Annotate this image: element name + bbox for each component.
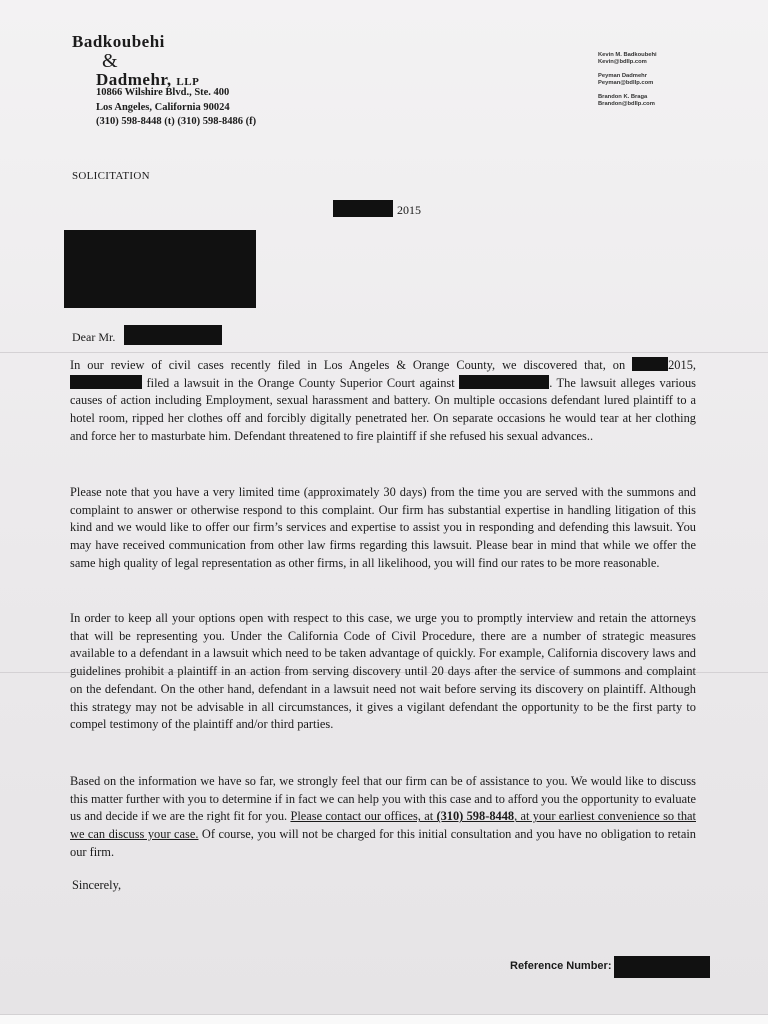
contact-request-text: Please contact our offices, at	[290, 809, 437, 824]
firm-llp: LLP	[176, 76, 200, 88]
attorney-contacts	[598, 52, 657, 115]
address-line-2: Los Angeles, California 90024	[96, 101, 230, 113]
contact-request-text: , at your earliest convenience so that we can discuss your case.	[70, 809, 696, 842]
solicitation-label: SOLICITATION	[72, 170, 150, 182]
contact-entry	[598, 94, 657, 108]
closing-sincerely: Sincerely,	[72, 878, 122, 892]
salutation	[72, 330, 115, 345]
paper-fold-line	[0, 352, 768, 353]
redacted-filing-date	[632, 357, 668, 371]
redacted-date	[333, 200, 393, 217]
paragraph-text: 2015,	[668, 358, 696, 372]
redacted-recipient-address	[64, 230, 256, 308]
contact-email: Kevin@bdllp.com	[598, 59, 647, 65]
firm-name-line1: Badkoubehi	[72, 32, 165, 51]
contact-name: Kevin M. Badkoubehi	[598, 52, 657, 58]
firm-name-line2: Dadmehr, LLP	[96, 70, 200, 89]
salutation-text: Dear Mr.	[72, 330, 116, 344]
paragraph-text: Of course, you will not be charged for this initial consultation and you have no obligation to retain our firm.	[70, 827, 696, 859]
body-paragraph-3: In order to keep all your options open with respect to this case, we urge you to promptly interview and retain the attorneys that will be representing you. Under the California Code of Civil Procedure, there are a number of strategic measures available to a defendant in a lawsuit which need to be taken advantage of quickly. For example, California discovery laws and guidelines prohibit a plaintiff in an action from serving discovery until 20 days after the service of summons and complaint on the defendant. On the other hand, defendant in a lawsuit need not wait before serving its discovery on plaintiff. Although this strategy may not be advisable in all circumstances, it gives a vigilant defendant the opportunity to be the first party to compel testimony of the plaintiff and/or third parties.	[70, 611, 696, 732]
contact-entry	[598, 73, 657, 87]
body-paragraph-1	[70, 357, 696, 446]
firm-name-text: Dadmehr	[96, 70, 167, 89]
redacted-plaintiff-name	[70, 375, 142, 389]
firm-address	[96, 86, 256, 130]
paragraph-text: In our review of civil cases recently filed in Los Angeles & Orange County, we discovered that, on	[70, 358, 626, 372]
phone-fax-line: (310) 598-8448 (t) (310) 598-8486 (f)	[96, 116, 257, 127]
body-paragraph-4	[70, 773, 696, 862]
address-line-1: 10866 Wilshire Blvd., Ste. 400	[96, 87, 230, 98]
contact-entry	[598, 52, 657, 66]
firm-letterhead	[72, 32, 199, 92]
contact-name: Peyman Dadmehr	[598, 73, 647, 79]
paragraph-text: Based on the information we have so far, we strongly feel that our firm can be of assistance to you. We would like to discuss this matter further with you to determine if in fact we can help you with this case and to afford you the opportunity to evaluate us and decide if we are the right fit for you.	[70, 774, 697, 824]
paragraph-text: . The lawsuit alleges various causes of action including Employment, sexual harassment and battery. On multiple occasions defendant lured plaintiff to a hotel room, ripped her clothes off and forcibly digitally penetrated her. On separate occasions he would tear at her clothing and force her to masturbate him. Defendant threatened to fire plaintiff if she refused his sexual advances..	[70, 375, 696, 443]
letter-date-year: 2015	[397, 203, 421, 217]
contact-email: Peyman@bdllp.com	[598, 80, 654, 86]
reference-number-label: Reference Number:	[510, 960, 612, 972]
contact-email: Brandon@bdllp.com	[598, 101, 655, 107]
contact-name: Brandon K. Braga	[598, 94, 648, 100]
redacted-recipient-name	[124, 325, 222, 345]
office-phone-number: (310) 598-8448	[436, 809, 515, 824]
firm-ampersand: &	[102, 50, 118, 72]
redacted-defendant-name	[459, 375, 549, 389]
redacted-reference-number	[614, 956, 710, 978]
paragraph-text: filed a lawsuit in the Orange County Superior Court against	[146, 375, 455, 390]
body-paragraph-2: Please note that you have a very limited time (approximately 30 days) from the time you are served with the summons and complaint to answer or otherwise respond to this complaint. Our firm has substantial expertise in handling litigation of this kind and we would like to offer our firm’s services and expertise to assist you in responding and defending this lawsuit. You may have received communication from other law firms regarding this lawsuit. Please bear in mind that while we offer the same high quality of legal representation as other firms, in all likelihood, you will find our rates to be more reasonable.	[70, 485, 696, 570]
